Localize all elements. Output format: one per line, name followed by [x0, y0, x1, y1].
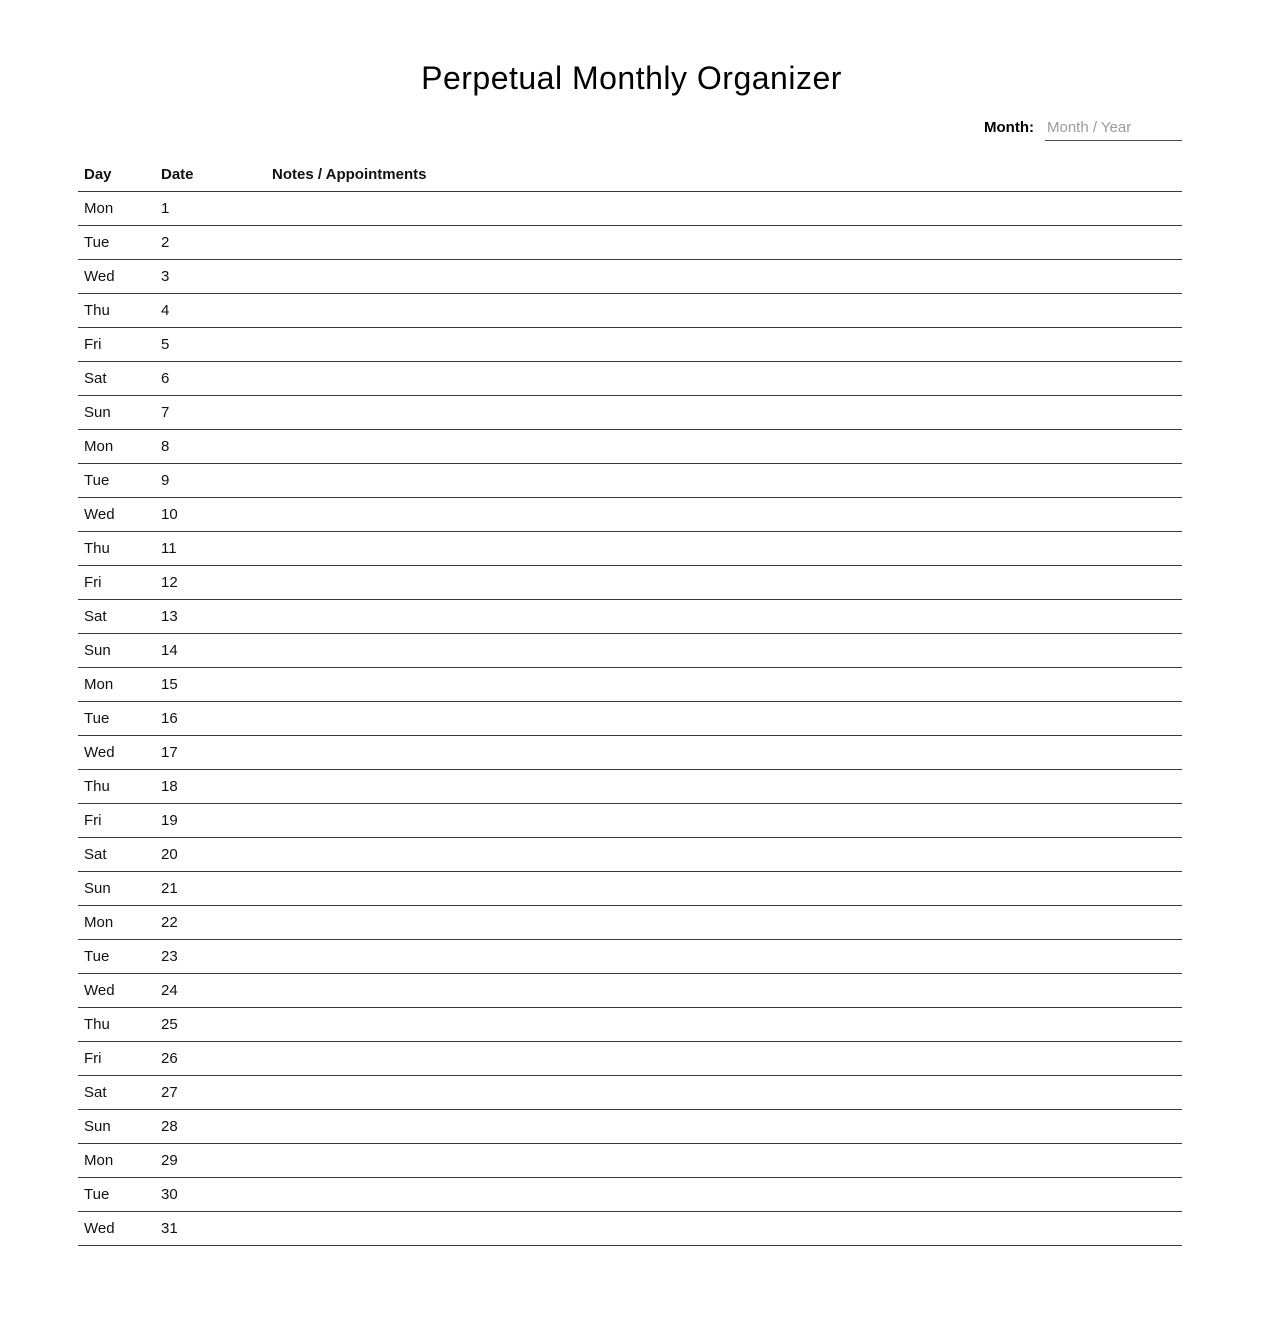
day-cell: Thu [78, 769, 161, 803]
date-cell: 15 [161, 667, 272, 701]
table-row [78, 463, 1182, 497]
notes-cell [272, 871, 1182, 905]
date-cell: 6 [161, 361, 272, 395]
header-date: Date [161, 159, 272, 191]
table-row [78, 803, 1182, 837]
notes-cell [272, 939, 1182, 973]
notes-cell [272, 769, 1182, 803]
month-input[interactable] [1045, 119, 1182, 141]
notes-cell [272, 667, 1182, 701]
date-cell: 29 [161, 1143, 272, 1177]
date-cell: 12 [161, 565, 272, 599]
table-row [78, 1143, 1182, 1177]
day-cell: Tue [78, 939, 161, 973]
date-cell: 30 [161, 1177, 272, 1211]
day-cell: Fri [78, 327, 161, 361]
date-cell: 23 [161, 939, 272, 973]
table-row [78, 259, 1182, 293]
date-cell: 21 [161, 871, 272, 905]
table-row [78, 837, 1182, 871]
day-cell: Sun [78, 633, 161, 667]
date-cell: 10 [161, 497, 272, 531]
notes-cell [272, 259, 1182, 293]
table-row [78, 973, 1182, 1007]
table-row [78, 429, 1182, 463]
page-title: Perpetual Monthly Organizer [421, 60, 842, 96]
day-cell: Fri [78, 565, 161, 599]
day-cell: Wed [78, 259, 161, 293]
day-cell: Thu [78, 531, 161, 565]
notes-cell [272, 1177, 1182, 1211]
month-field-row [78, 119, 1182, 141]
day-cell: Sun [78, 871, 161, 905]
notes-cell [272, 1007, 1182, 1041]
date-cell: 18 [161, 769, 272, 803]
date-cell: 4 [161, 293, 272, 327]
table-row [78, 1007, 1182, 1041]
organizer-table-header [78, 159, 1182, 191]
table-row [78, 225, 1182, 259]
date-cell: 2 [161, 225, 272, 259]
date-cell: 8 [161, 429, 272, 463]
table-row [78, 735, 1182, 769]
table-row [78, 361, 1182, 395]
header-row [78, 159, 1182, 191]
date-cell: 22 [161, 905, 272, 939]
date-cell: 14 [161, 633, 272, 667]
day-cell: Mon [78, 1143, 161, 1177]
day-cell: Thu [78, 1007, 161, 1041]
table-row [78, 905, 1182, 939]
notes-cell [272, 1075, 1182, 1109]
table-row [78, 1109, 1182, 1143]
day-cell: Tue [78, 463, 161, 497]
notes-cell [272, 497, 1182, 531]
day-cell: Wed [78, 973, 161, 1007]
table-row [78, 1041, 1182, 1075]
date-cell: 26 [161, 1041, 272, 1075]
day-cell: Sun [78, 1109, 161, 1143]
notes-cell [272, 191, 1182, 225]
notes-cell [272, 361, 1182, 395]
date-cell: 7 [161, 395, 272, 429]
date-cell: 3 [161, 259, 272, 293]
notes-cell [272, 463, 1182, 497]
table-row [78, 1177, 1182, 1211]
organizer-table [78, 159, 1182, 1246]
date-cell: 20 [161, 837, 272, 871]
day-cell: Fri [78, 1041, 161, 1075]
date-cell: 11 [161, 531, 272, 565]
date-cell: 16 [161, 701, 272, 735]
day-cell: Mon [78, 905, 161, 939]
table-row [78, 497, 1182, 531]
header-day: Day [78, 159, 161, 191]
month-label: Month: [984, 119, 1034, 136]
day-cell: Wed [78, 497, 161, 531]
day-cell: Tue [78, 1177, 161, 1211]
notes-cell [272, 327, 1182, 361]
table-row [78, 191, 1182, 225]
notes-cell [272, 701, 1182, 735]
date-cell: 27 [161, 1075, 272, 1109]
header-notes-appointments: Notes / Appointments [272, 159, 1182, 191]
table-row [78, 701, 1182, 735]
notes-cell [272, 1211, 1182, 1245]
day-cell: Tue [78, 701, 161, 735]
day-cell: Sat [78, 599, 161, 633]
table-row [78, 769, 1182, 803]
date-cell: 9 [161, 463, 272, 497]
notes-cell [272, 973, 1182, 1007]
notes-cell [272, 599, 1182, 633]
day-cell: Mon [78, 191, 161, 225]
day-cell: Sat [78, 361, 161, 395]
table-row [78, 1075, 1182, 1109]
organizer-table-body [78, 191, 1182, 1245]
notes-cell [272, 1143, 1182, 1177]
table-row [78, 633, 1182, 667]
notes-cell [272, 531, 1182, 565]
date-cell: 28 [161, 1109, 272, 1143]
day-cell: Mon [78, 667, 161, 701]
day-cell: Thu [78, 293, 161, 327]
table-row [78, 939, 1182, 973]
date-cell: 19 [161, 803, 272, 837]
day-cell: Sat [78, 837, 161, 871]
notes-cell [272, 293, 1182, 327]
notes-cell [272, 565, 1182, 599]
date-cell: 17 [161, 735, 272, 769]
notes-cell [272, 735, 1182, 769]
table-row [78, 871, 1182, 905]
table-row [78, 293, 1182, 327]
date-cell: 13 [161, 599, 272, 633]
notes-cell [272, 395, 1182, 429]
notes-cell [272, 905, 1182, 939]
date-cell: 25 [161, 1007, 272, 1041]
day-cell: Sat [78, 1075, 161, 1109]
notes-cell [272, 1109, 1182, 1143]
table-row [78, 327, 1182, 361]
day-cell: Wed [78, 1211, 161, 1245]
notes-cell [272, 803, 1182, 837]
notes-cell [272, 1041, 1182, 1075]
table-row [78, 531, 1182, 565]
day-cell: Wed [78, 735, 161, 769]
day-cell: Fri [78, 803, 161, 837]
table-row [78, 599, 1182, 633]
table-row [78, 1211, 1182, 1245]
day-cell: Sun [78, 395, 161, 429]
notes-cell [272, 633, 1182, 667]
date-cell: 1 [161, 191, 272, 225]
notes-cell [272, 837, 1182, 871]
date-cell: 5 [161, 327, 272, 361]
table-row [78, 395, 1182, 429]
table-row [78, 565, 1182, 599]
day-cell: Mon [78, 429, 161, 463]
date-cell: 31 [161, 1211, 272, 1245]
day-cell: Tue [78, 225, 161, 259]
notes-cell [272, 225, 1182, 259]
notes-cell [272, 429, 1182, 463]
table-row [78, 667, 1182, 701]
date-cell: 24 [161, 973, 272, 1007]
